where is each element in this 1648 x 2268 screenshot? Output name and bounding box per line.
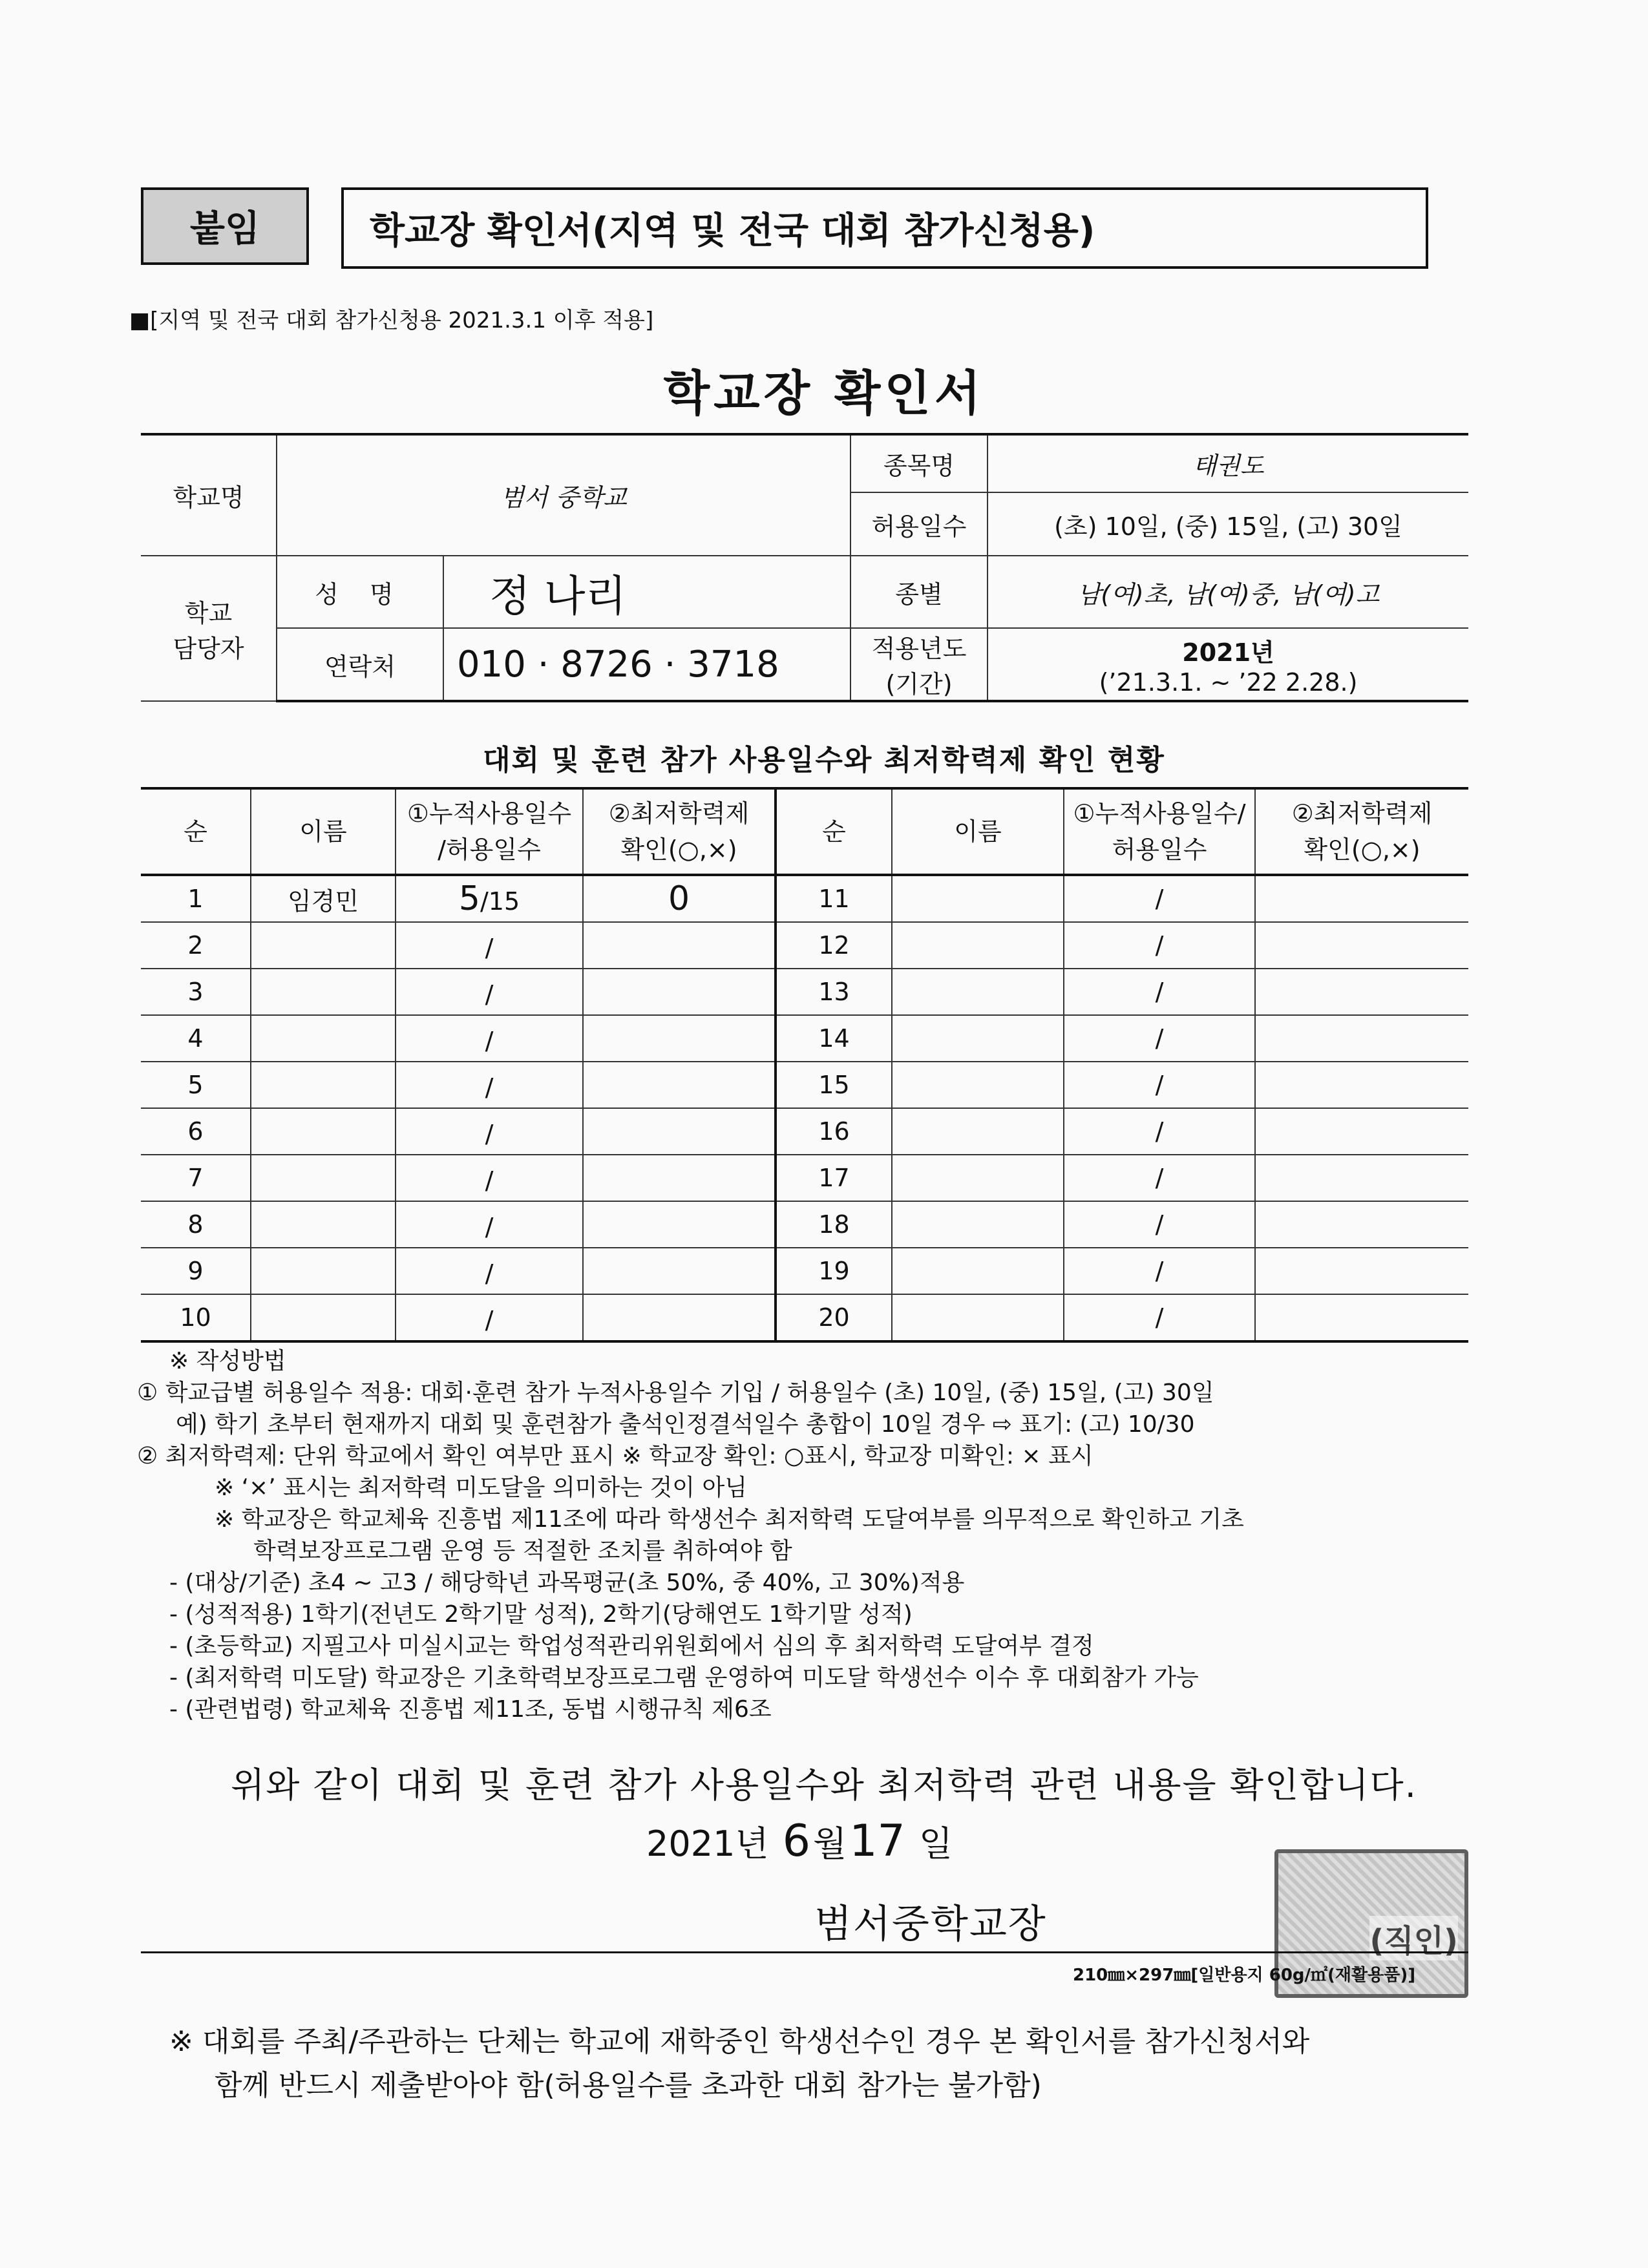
year-label-line2: (기간)	[885, 670, 953, 698]
table-row	[141, 1108, 1468, 1155]
row-check: 0	[583, 875, 776, 922]
row-name-right	[892, 1108, 1064, 1155]
header-days-right-line1: ①누적사용일수/	[1073, 799, 1246, 828]
header-no: 순	[141, 788, 251, 875]
school-name-label: 학교명	[141, 434, 277, 556]
row-check	[583, 1201, 776, 1248]
info-table	[141, 433, 1468, 702]
row-allowed-days: /	[485, 934, 494, 962]
table-row	[141, 1248, 1468, 1294]
row-name-right	[892, 1062, 1064, 1108]
row-check-right	[1255, 875, 1468, 922]
gender-value: 남(여)초, 남(여)중, 남(여)고	[988, 556, 1468, 628]
row-number: 6	[141, 1108, 251, 1155]
form-title: 학교장 확인서(지역 및 전국 대회 참가신청용)	[370, 210, 1095, 252]
row-days	[396, 1108, 583, 1155]
table-row	[141, 1294, 1468, 1341]
table-row	[141, 922, 1468, 969]
instructions	[137, 1345, 1475, 1725]
divider-line	[141, 1951, 1468, 1953]
instruction-dash-4: - (최저학력 미도달) 학교장은 기초학력보장프로그램 운영하여 미도달 학생선수 이수 후 대회참가 가능	[169, 1664, 1199, 1691]
event-label: 종목명	[850, 434, 988, 492]
document-title: 학교장 확인서	[663, 366, 985, 421]
form-title-box	[341, 187, 1428, 269]
header-days-line2: /허용일수	[438, 835, 541, 864]
table-row	[141, 1062, 1468, 1108]
contact-person-label	[141, 556, 277, 701]
attachment-label: 붙임	[141, 187, 309, 265]
instruction-dash-1: - (대상/기준) 초4 ~ 고3 / 해당학년 과목평균(초 50%, 중 40%, 고 30%)적용	[169, 1570, 965, 1596]
table-row	[141, 1155, 1468, 1201]
row-allowed-days: /15	[480, 887, 520, 916]
row-name	[251, 969, 396, 1015]
row-name-right	[892, 1201, 1064, 1248]
row-days-right: /	[1064, 1108, 1255, 1155]
row-name-right	[892, 1155, 1064, 1201]
name-value: 정 나리	[443, 556, 850, 628]
row-allowed-days: /	[485, 1306, 494, 1334]
year-label-line1: 적용년도	[871, 635, 967, 663]
header-min-line2: 확인(○,×)	[620, 835, 737, 864]
row-name	[251, 1155, 396, 1201]
contact-label-line2: 담당자	[173, 634, 244, 663]
row-name	[251, 1015, 396, 1062]
instruction-dash-2: - (성적적용) 1학기(전년도 2학기말 성적), 2학기(당해연도 1학기말 성적)	[169, 1601, 913, 1628]
row-days-right: /	[1064, 1248, 1255, 1294]
footer-line-2: 함께 반드시 제출받아야 함(허용일수를 초과한 대회 참가는 불가함)	[215, 2069, 1042, 2102]
row-name	[251, 1201, 396, 1248]
row-check	[583, 1294, 776, 1341]
row-days-right: /	[1064, 1062, 1255, 1108]
row-name-right	[892, 1248, 1064, 1294]
row-name	[251, 922, 396, 969]
row-check-right	[1255, 1108, 1468, 1155]
seal-label: (직인)	[1369, 1916, 1458, 1960]
date-month: 6	[782, 1816, 811, 1867]
header-days-right	[1064, 788, 1255, 875]
row-number: 3	[141, 969, 251, 1015]
signer: 범서중학교장	[814, 1902, 1047, 1947]
date-year: 2021년	[646, 1823, 769, 1864]
row-check	[583, 1062, 776, 1108]
row-check-right	[1255, 1062, 1468, 1108]
row-number: 10	[141, 1294, 251, 1341]
instruction-2-note2-line2: 학력보장프로그램 운영 등 적절한 조치를 취하여야 함	[253, 1538, 792, 1564]
row-check	[583, 969, 776, 1015]
row-days	[396, 1294, 583, 1341]
row-allowed-days: /	[485, 1073, 494, 1102]
row-check	[583, 922, 776, 969]
row-days	[396, 969, 583, 1015]
name-label: 성 명	[277, 556, 443, 628]
header-min	[583, 788, 776, 875]
header-days-line1: ①누적사용일수	[407, 799, 572, 828]
table-row	[141, 1201, 1468, 1248]
row-name-right	[892, 969, 1064, 1015]
row-number: 8	[141, 1201, 251, 1248]
instruction-2-note2-line1: ※ 학교장은 학교체육 진흥법 제11조에 따라 학생선수 최저학력 도달여부를 의무적으로 확인하고 기초	[215, 1506, 1244, 1533]
row-days	[396, 875, 583, 922]
instruction-1-line2: 예) 학기 초부터 현재까지 대회 및 훈련참가 출석인정결석일수 총합이 10일 경우 ⇨ 표기: (고) 10/30	[176, 1411, 1195, 1438]
header-no-right: 순	[776, 788, 892, 875]
row-number-right: 20	[776, 1294, 892, 1341]
row-check	[583, 1248, 776, 1294]
row-number-right: 11	[776, 875, 892, 922]
gender-label: 종별	[850, 556, 988, 628]
row-name-right	[892, 1015, 1064, 1062]
header-days	[396, 788, 583, 875]
header-name: 이름	[251, 788, 396, 875]
row-check	[583, 1155, 776, 1201]
row-name-right	[892, 922, 1064, 969]
row-days	[396, 1155, 583, 1201]
row-allowed-days: /	[485, 1259, 494, 1288]
row-check	[583, 1108, 776, 1155]
row-number-right: 19	[776, 1248, 892, 1294]
row-name	[251, 1248, 396, 1294]
row-days-right: /	[1064, 922, 1255, 969]
date-month-label: 월	[813, 1823, 847, 1864]
row-number-right: 18	[776, 1201, 892, 1248]
allowed-days-value: (초) 10일, (중) 15일, (고) 30일	[988, 492, 1468, 556]
instruction-dash-3: - (초등학교) 지필고사 미실시교는 학업성적관리위원회에서 심의 후 최저학력 도달여부 결정	[169, 1633, 1094, 1659]
row-name: 임경민	[251, 875, 396, 922]
row-number: 1	[141, 875, 251, 922]
row-name-right	[892, 1294, 1064, 1341]
row-check	[583, 1015, 776, 1062]
period-value: (’21.3.1. ~ ’22 2.28.)	[1099, 667, 1358, 697]
instruction-1-line1: ① 학교급별 허용일수 적용: 대회·훈련 참가 누적사용일수 기입 / 허용일수 (초) 10일, (중) 15일, (고) 30일	[137, 1380, 1214, 1406]
header-name-right: 이름	[892, 788, 1064, 875]
footer-note	[169, 2020, 1462, 2108]
applicability-note: ■[지역 및 전국 대회 참가신청용 2021.3.1 이후 적용]	[129, 308, 654, 333]
table-row	[141, 969, 1468, 1015]
row-number-right: 12	[776, 922, 892, 969]
usage-table	[141, 787, 1468, 1343]
date-day: 17	[849, 1816, 905, 1867]
allowed-days-label: 허용일수	[850, 492, 988, 556]
row-number-right: 13	[776, 969, 892, 1015]
row-allowed-days: /	[485, 1027, 494, 1055]
issue-date	[646, 1816, 953, 1867]
paper-spec: 210㎜×297㎜[일반용지 60g/㎡(재활용품)]	[1073, 1966, 1416, 1985]
row-check-right	[1255, 1201, 1468, 1248]
section-title: 대회 및 훈련 참가 사용일수와 최저학력제 확인 현황	[483, 744, 1165, 777]
footer-line-1: ※ 대회를 주최/주관하는 단체는 학교에 재학중인 학생선수인 경우 본 확인서를 참가신청서와	[169, 2025, 1310, 2058]
row-days-right: /	[1064, 1155, 1255, 1201]
header-min-right	[1255, 788, 1468, 875]
row-days-right: /	[1064, 1015, 1255, 1062]
phone-label: 연락처	[277, 628, 443, 701]
table-row	[141, 1015, 1468, 1062]
header-days-right-line2: 허용일수	[1112, 835, 1207, 864]
row-check-right	[1255, 922, 1468, 969]
row-number: 4	[141, 1015, 251, 1062]
contact-label-line1: 학교	[184, 598, 233, 627]
year-label	[850, 628, 988, 701]
instructions-heading: ※ 작성방법	[169, 1348, 286, 1374]
header-min-right-line2: 확인(○,×)	[1304, 835, 1421, 864]
row-allowed-days: /	[485, 1213, 494, 1241]
date-day-label: 일	[918, 1823, 953, 1864]
row-check-right	[1255, 969, 1468, 1015]
row-number-right: 17	[776, 1155, 892, 1201]
instruction-dash-5: - (관련법령) 학교체육 진흥법 제11조, 동법 시행규칙 제6조	[169, 1696, 772, 1723]
row-days	[396, 922, 583, 969]
row-number: 5	[141, 1062, 251, 1108]
row-days-right: /	[1064, 969, 1255, 1015]
row-number: 7	[141, 1155, 251, 1201]
row-check-right	[1255, 1248, 1468, 1294]
row-number-right: 16	[776, 1108, 892, 1155]
year-value-cell	[988, 628, 1468, 701]
phone-value: 010 · 8726 · 3718	[443, 628, 850, 701]
row-days	[396, 1201, 583, 1248]
instruction-2-line1: ② 최저학력제: 단위 학교에서 확인 여부만 표시 ※ 학교장 확인: ○표시, 학교장 미확인: × 표시	[137, 1443, 1093, 1469]
row-name	[251, 1108, 396, 1155]
row-days-right: /	[1064, 875, 1255, 922]
year-value: 2021년	[1182, 638, 1274, 667]
row-days-right: /	[1064, 1201, 1255, 1248]
row-days	[396, 1062, 583, 1108]
row-check-right	[1255, 1155, 1468, 1201]
row-days	[396, 1248, 583, 1294]
row-days	[396, 1015, 583, 1062]
row-used-days: 5	[458, 879, 480, 918]
row-days-right: /	[1064, 1294, 1255, 1341]
row-name	[251, 1294, 396, 1341]
row-check-right	[1255, 1294, 1468, 1341]
instruction-2-note1: ※ ‘×’ 표시는 최저학력 미도달을 의미하는 것이 아님	[215, 1475, 748, 1501]
row-allowed-days: /	[485, 1120, 494, 1148]
row-number-right: 15	[776, 1062, 892, 1108]
row-name-right	[892, 875, 1064, 922]
row-check-right	[1255, 1015, 1468, 1062]
row-number: 9	[141, 1248, 251, 1294]
header-min-line1: ②최저학력제	[608, 799, 750, 828]
row-allowed-days: /	[485, 980, 494, 1009]
row-number-right: 14	[776, 1015, 892, 1062]
row-allowed-days: /	[485, 1166, 494, 1195]
school-name-value: 범서 중학교	[277, 434, 850, 556]
header-min-right-line1: ②최저학력제	[1291, 799, 1433, 828]
usage-rows	[141, 875, 1468, 1341]
confirmation-statement: 위와 같이 대회 및 훈련 참가 사용일수와 최저학력 관련 내용을 확인합니다.	[231, 1765, 1417, 1805]
event-value: 태권도	[988, 434, 1468, 492]
row-number: 2	[141, 922, 251, 969]
table-row	[141, 875, 1468, 922]
row-name	[251, 1062, 396, 1108]
